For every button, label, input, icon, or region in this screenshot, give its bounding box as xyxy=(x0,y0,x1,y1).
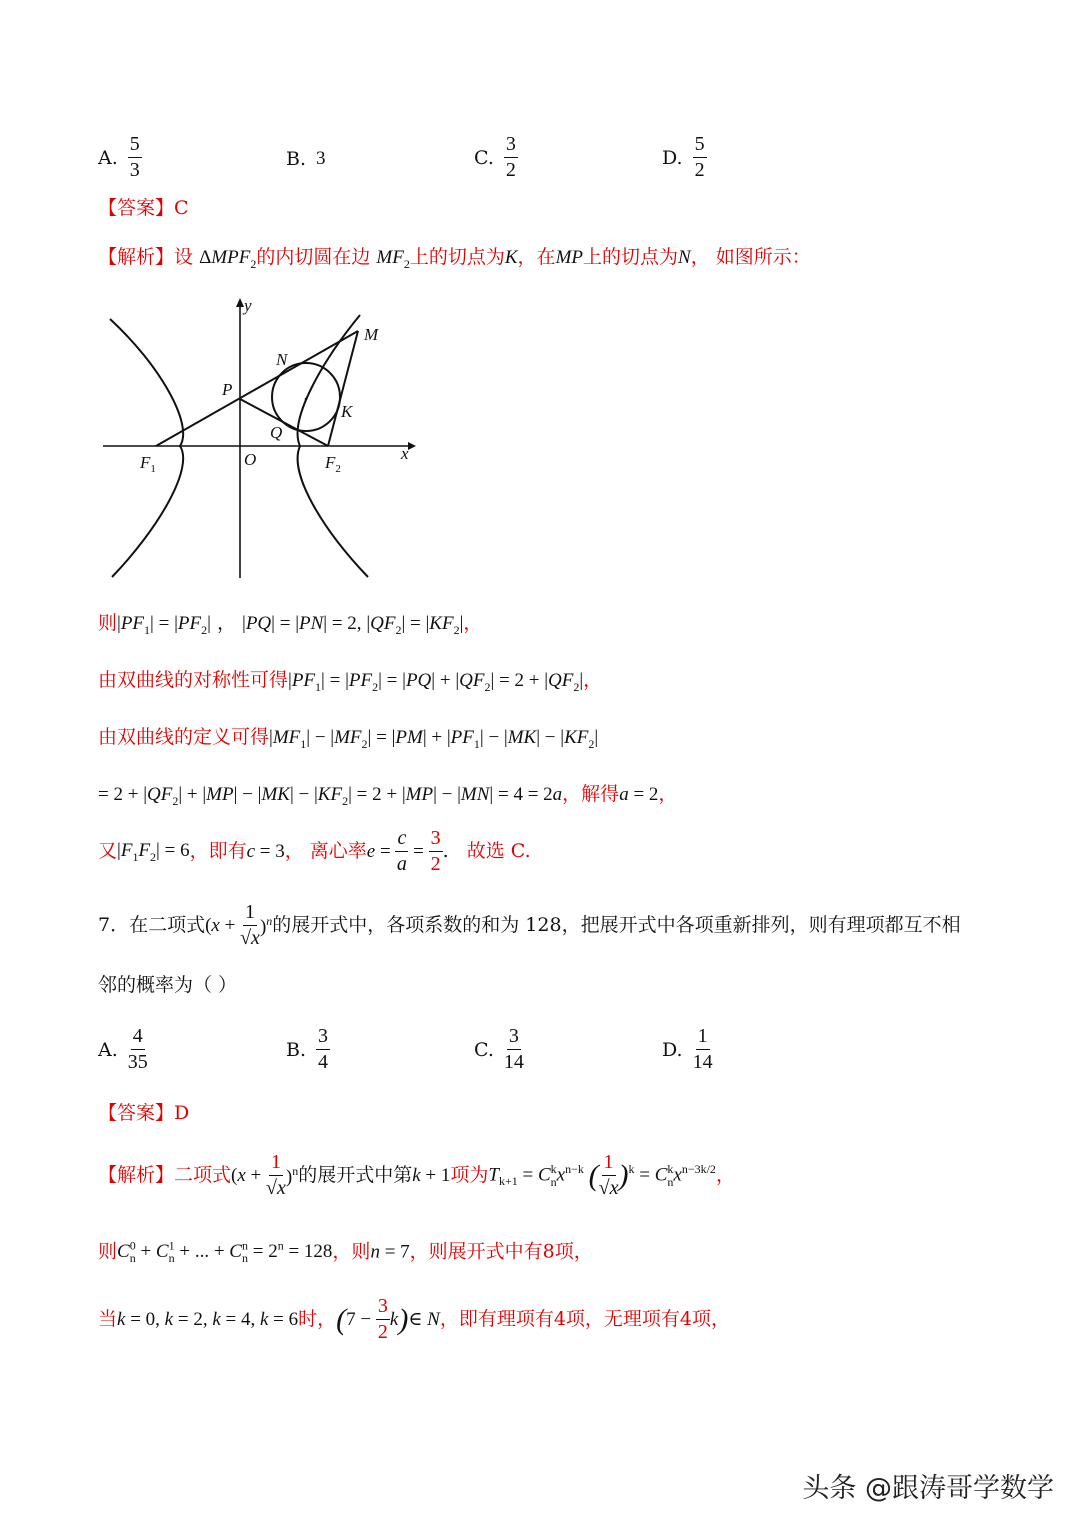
q6-line-1: 则$|PF_1| = |PF_2|$ ， |PQ| = |PN| = 2, $|QF_2| = |KF_2|$， xyxy=(98,612,483,637)
label-n: N xyxy=(276,350,288,369)
q6-line-5: 又 $|F_1F_2| = 6$ ，即有 c = 3 ， 离心率 e = $\frac{c}{a}$ = $\frac{3}{2}$ . 故选 C. xyxy=(98,827,531,875)
q6-analysis-line: 【解析】设 $\Delta MPF_2$的内切圆在边 $MF_2$上的切点为K，在MP上的切点为N， 如图所示： xyxy=(98,246,811,271)
q7-analysis-line-3: 当 k = 0, k = 2, k = 4, k = 6 时， ( 7 − $\frac{3}{2}$ k ) ∈ N ，即有理项有4项，无理项有4项， xyxy=(98,1295,731,1343)
label-f2: $F_2$ xyxy=(325,453,341,475)
label-q: Q xyxy=(270,423,283,442)
q6-option-a: A. $\frac{5}{3}$ xyxy=(98,133,140,181)
label-f1: $F_1$ xyxy=(140,453,156,475)
label-o: O xyxy=(244,450,257,469)
label-x: x xyxy=(401,444,409,463)
q7-analysis-line-2: 则$C^0_n + C^1_n$ + ... + $C^n_n = 2^n = 128$，则n = 7，则展开式中有8项， xyxy=(98,1239,593,1266)
hyperbola-figure xyxy=(98,295,418,585)
q6-line-4: = $2 + |QF_2| + |MP| - |MK| - |KF_2| = 2 + |MP| - |MN| = 4 = 2a$，解得a = 2， xyxy=(98,783,678,808)
q7-answer: 【答案】D xyxy=(98,1102,190,1124)
q7-stem: 7．在二项式 (x + $\frac{1}{√x}$ )$^n$ 的展开式中，各项系数的和为 128，把展开式中各项重新排列，则有理项都互不相 xyxy=(98,901,961,949)
incircle xyxy=(272,363,340,431)
q7-option-a: A. $\frac{4}{35}$ xyxy=(98,1025,148,1073)
q7-option-d: D. $\frac{1}{14}$ xyxy=(662,1025,713,1073)
q6-answer: 【答案】C xyxy=(98,197,189,219)
watermark: 头条 @跟涛哥学数学 xyxy=(802,1473,1054,1504)
line-f1-m xyxy=(156,331,358,446)
label-k: K xyxy=(341,402,353,421)
q6-line-2: 由双曲线的对称性可得$|PF_1| = |PF_2| = |PQ| + |QF_2| = 2 + |QF_2|$， xyxy=(98,669,603,694)
q7-option-c: C. $\frac{3}{14}$ xyxy=(474,1025,524,1073)
q7-analysis-line-1: 【解析】 二项式 (x + $\frac{1}{√x}$ )$^n$ 的展开式中第 k + 1 项为 $T_{k+1} = C^k_nx^{n-k}$ ( $\frac{1}{√x}$ ) $^k = C^k_nx^{n-3k/2}$ ， xyxy=(98,1151,735,1199)
q7-stem-2: 邻的概率为（ ） xyxy=(98,974,238,996)
line-m-f2 xyxy=(328,331,358,446)
q7-option-b: B. $\frac{3}{4}$ xyxy=(286,1025,329,1073)
q6-line-3: 由双曲线的定义可得$|MF_1| - |MF_2| = |PM| + |PF_1| - |MK| - |KF_2|$ xyxy=(98,726,599,751)
left-branch xyxy=(110,319,183,577)
label-m: M xyxy=(364,325,379,344)
q6-option-d: D. $\frac{5}{2}$ xyxy=(662,133,705,181)
label-y: y xyxy=(244,296,252,315)
label-p: P xyxy=(222,380,233,399)
q6-option-c: C. $\frac{3}{2}$ xyxy=(474,133,516,181)
q6-option-b: B. 3 xyxy=(286,148,326,170)
